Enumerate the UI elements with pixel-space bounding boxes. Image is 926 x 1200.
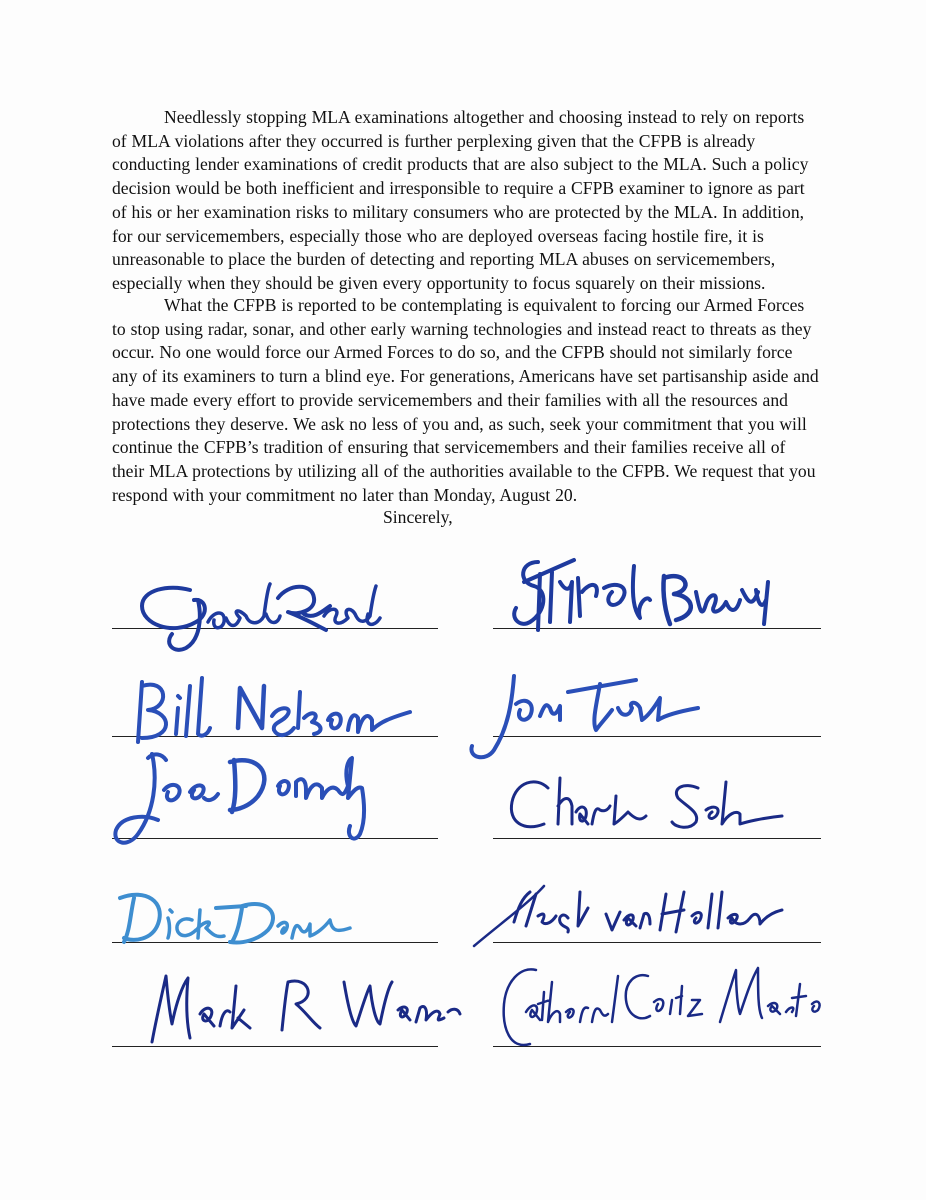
signature-joe-donnelly bbox=[108, 740, 388, 860]
signature-bill-nelson bbox=[128, 668, 428, 748]
letter-paragraph-2: What the CFPB is reported to be contemplating is equivalent to forcing our Armed Forces to stop using radar, sonar, and other early warning technologies and instead react to threats as they occur. No one would force our Armed Forces to do so, and the CFPB should not similarly force any of its examiners to turn a blind eye. For generations, Americans have set partisanship aside and have made every effort to provide servicemembers and their families with all the resources and protections they deserve. We ask no less of you and, as such, seek your commitment that you will continue the CFPB’s tradition of ensuring that servicemembers and their families receive all of their MLA protections by utilizing all of the authorities available to the CFPB. We request that you respond with your commitment no later than Monday, August 20. bbox=[112, 295, 819, 505]
signature-mark-r-warner bbox=[140, 964, 470, 1054]
signature-charles-schumer bbox=[500, 766, 790, 846]
signature-sherrod-brown bbox=[500, 552, 780, 642]
signature-jack-reed bbox=[128, 570, 388, 660]
signature-dick-durbin bbox=[110, 880, 360, 950]
signature-catherine-cortez-masto bbox=[486, 952, 826, 1062]
letter-paragraph-1: Needlessly stopping MLA examinations altogether and choosing instead to rely on reports of MLA violations after they occurred is further perplexing given that the CFPB is already conducting lender examinations of credit products that are also subject to the MLA. Such a policy decision would be both inefficient and irresponsible to require a CFPB examiner to ignore as part of his or her examination risks to military consumers who are protected by the MLA. In addition, for our servicemembers, especially those who are deployed overseas facing hostile fire, it is unreasonable to place the burden of detecting and reporting MLA abuses on servicemembers, especially when they should be given every opportunity to focus squarely on their missions. bbox=[112, 107, 809, 293]
signature-jon-tester bbox=[460, 658, 740, 768]
signature-chris-van-hollen bbox=[460, 872, 790, 952]
letter-closing: Sincerely, bbox=[383, 507, 453, 527]
